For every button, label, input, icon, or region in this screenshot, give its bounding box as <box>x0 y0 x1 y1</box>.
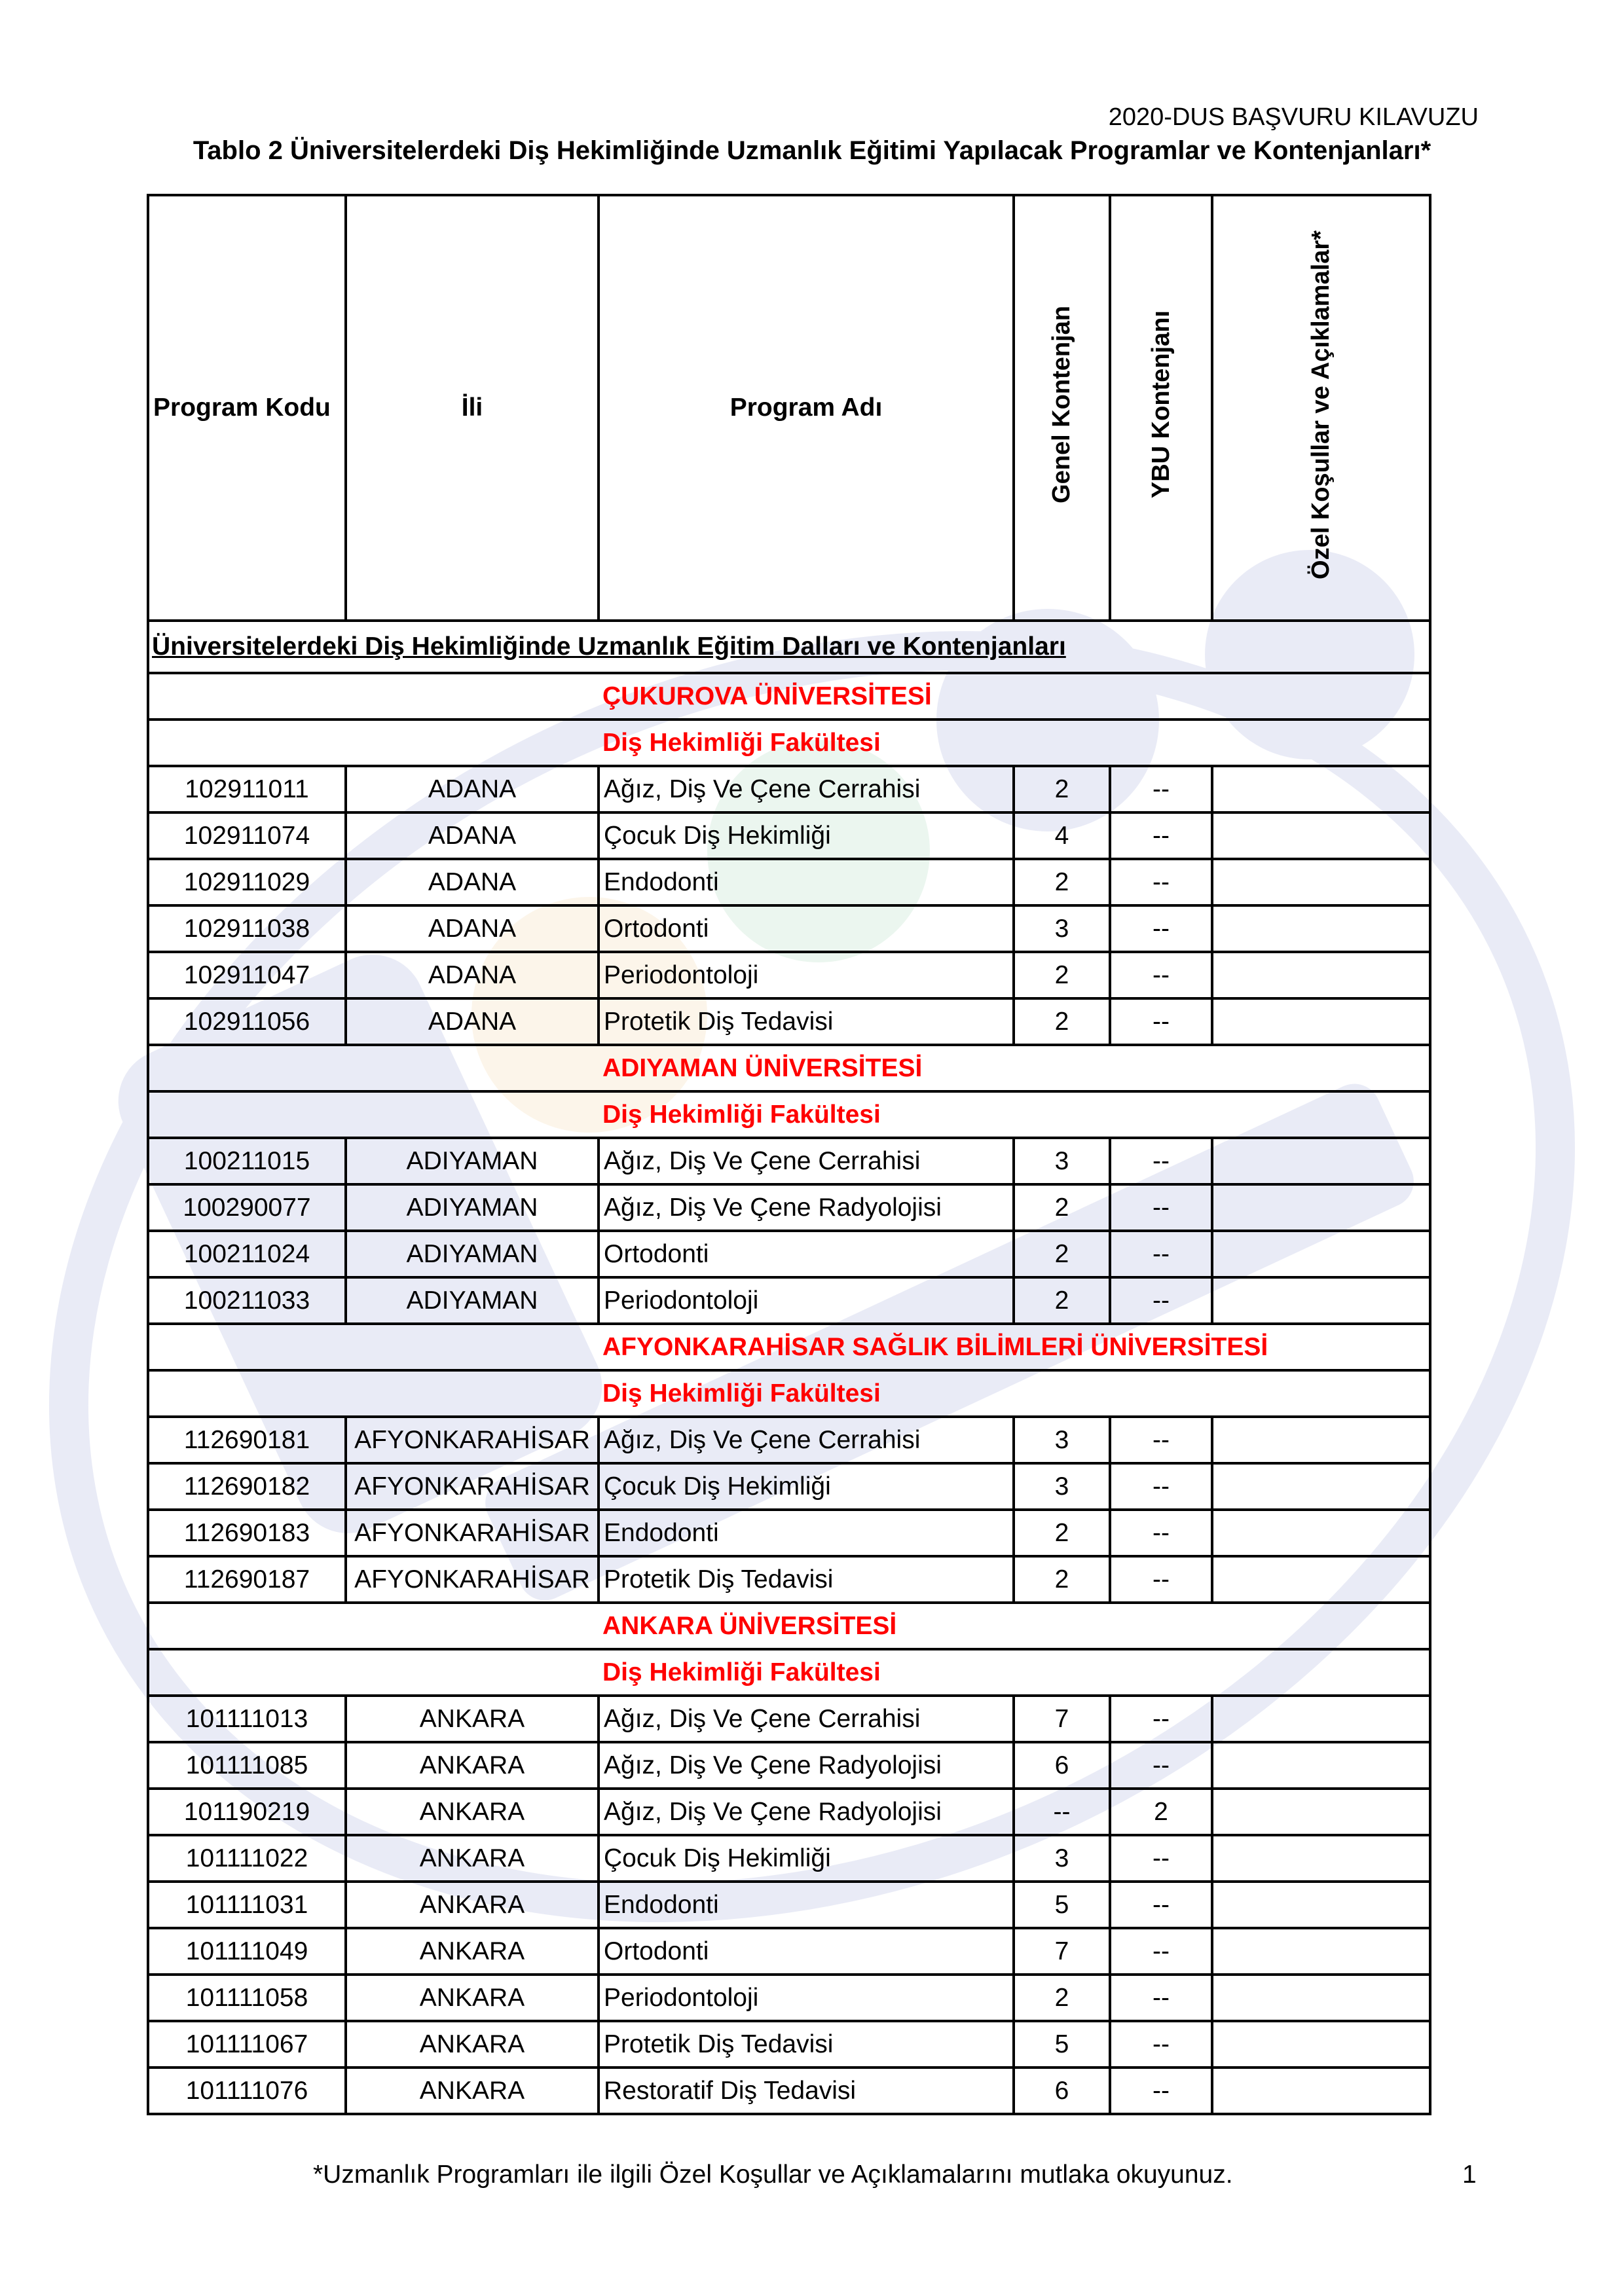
program-code: 102911047 <box>148 952 346 998</box>
program-name: Protetik Diş Tedavisi <box>599 2021 1014 2068</box>
program-name: Ağız, Diş Ve Çene Cerrahisi <box>599 1696 1014 1742</box>
university-row <box>148 1045 1430 1091</box>
ybu-quota: -- <box>1110 1742 1212 1789</box>
table-header-row <box>148 195 1430 621</box>
program-name: Çocuk Diş Hekimliği <box>599 812 1014 859</box>
program-code: 112690182 <box>148 1463 346 1510</box>
footer-note: *Uzmanlık Programları ile ilgili Özel Koşullar ve Açıklamalarını mutlaka okuyunuz. <box>313 2160 1233 2189</box>
university-row <box>148 1324 1430 1370</box>
special-conditions <box>1212 1510 1430 1556</box>
general-quota: 2 <box>1014 766 1110 812</box>
column-header-ybu-label: YBU Kontenjanı <box>1147 310 1175 499</box>
program-city: ANKARA <box>346 1975 599 2021</box>
column-header-city: İli <box>346 195 599 621</box>
table-row <box>148 998 1430 1045</box>
program-name: Protetik Diş Tedavisi <box>599 998 1014 1045</box>
program-code: 102911074 <box>148 812 346 859</box>
program-city: AFYONKARAHİSAR <box>346 1417 599 1463</box>
faculty-blank-cell <box>148 720 599 766</box>
program-city: AFYONKARAHİSAR <box>346 1556 599 1603</box>
general-quota: 5 <box>1014 2021 1110 2068</box>
table-title: Tablo 2 Üniversitelerdeki Diş Hekimliğinde Uzmanlık Eğitimi Yapılacak Programlar ve Kontenjanları* <box>193 136 1431 165</box>
special-conditions <box>1212 1556 1430 1603</box>
program-name: Ortodonti <box>599 1928 1014 1975</box>
program-code: 101111058 <box>148 1975 346 2021</box>
program-name: Ağız, Diş Ve Çene Cerrahisi <box>599 1417 1014 1463</box>
university-blank-cell <box>148 1603 599 1649</box>
table-row <box>148 1510 1430 1556</box>
program-name: Ağız, Diş Ve Çene Cerrahisi <box>599 766 1014 812</box>
ybu-quota: -- <box>1110 2021 1212 2068</box>
column-header-ybu <box>1110 195 1212 621</box>
ybu-quota: -- <box>1110 905 1212 952</box>
ybu-quota: -- <box>1110 1510 1212 1556</box>
special-conditions <box>1212 905 1430 952</box>
column-header-general-label: Genel Kontenjan <box>1048 306 1075 503</box>
special-conditions <box>1212 812 1430 859</box>
special-conditions <box>1212 1277 1430 1324</box>
table-row <box>148 2068 1430 2114</box>
column-header-code: Program Kodu <box>148 195 346 621</box>
program-code: 101111049 <box>148 1928 346 1975</box>
ybu-quota: -- <box>1110 1696 1212 1742</box>
table-row <box>148 1556 1430 1603</box>
ybu-quota: -- <box>1110 1184 1212 1231</box>
table-row <box>148 1417 1430 1463</box>
table-row <box>148 1975 1430 2021</box>
ybu-quota: -- <box>1110 1138 1212 1184</box>
program-name: Endodonti <box>599 1882 1014 1928</box>
table-row <box>148 1277 1430 1324</box>
special-conditions <box>1212 1184 1430 1231</box>
program-code: 100211033 <box>148 1277 346 1324</box>
program-code: 101111031 <box>148 1882 346 1928</box>
program-city: ADANA <box>346 952 599 998</box>
program-city: ADIYAMAN <box>346 1231 599 1277</box>
program-code: 112690181 <box>148 1417 346 1463</box>
special-conditions <box>1212 1789 1430 1835</box>
table-row <box>148 1463 1430 1510</box>
special-conditions <box>1212 1463 1430 1510</box>
table-row <box>148 1696 1430 1742</box>
table-row <box>148 1789 1430 1835</box>
program-city: ADIYAMAN <box>346 1138 599 1184</box>
table-row <box>148 812 1430 859</box>
table-row <box>148 1231 1430 1277</box>
general-quota: 3 <box>1014 1417 1110 1463</box>
program-name: Endodonti <box>599 1510 1014 1556</box>
program-name: Periodontoloji <box>599 1277 1014 1324</box>
special-conditions <box>1212 766 1430 812</box>
column-header-program: Program Adı <box>599 195 1014 621</box>
table-row <box>148 1835 1430 1882</box>
page-number: 1 <box>1462 2160 1477 2189</box>
program-code: 102911038 <box>148 905 346 952</box>
program-city: ADANA <box>346 998 599 1045</box>
program-city: ANKARA <box>346 1928 599 1975</box>
ybu-quota: -- <box>1110 766 1212 812</box>
program-city: ADANA <box>346 859 599 905</box>
ybu-quota: -- <box>1110 1835 1212 1882</box>
program-name: Çocuk Diş Hekimliği <box>599 1463 1014 1510</box>
general-quota: 2 <box>1014 859 1110 905</box>
program-city: AFYONKARAHİSAR <box>346 1463 599 1510</box>
program-name: Periodontoloji <box>599 952 1014 998</box>
program-code: 101111067 <box>148 2021 346 2068</box>
section-title-row <box>148 621 1430 673</box>
table-row <box>148 1138 1430 1184</box>
table-row <box>148 2021 1430 2068</box>
program-code: 100211024 <box>148 1231 346 1277</box>
table-row <box>148 766 1430 812</box>
program-city: ADIYAMAN <box>346 1184 599 1231</box>
program-name: Ağız, Diş Ve Çene Radyolojisi <box>599 1742 1014 1789</box>
program-name: Çocuk Diş Hekimliği <box>599 1835 1014 1882</box>
program-city: ANKARA <box>346 1882 599 1928</box>
university-name: ANKARA ÜNİVERSİTESİ <box>599 1603 1430 1649</box>
special-conditions <box>1212 1975 1430 2021</box>
general-quota: 3 <box>1014 1463 1110 1510</box>
faculty-name: Diş Hekimliği Fakültesi <box>599 1091 1430 1138</box>
faculty-name: Diş Hekimliği Fakültesi <box>599 720 1430 766</box>
faculty-row <box>148 1370 1430 1417</box>
program-name: Protetik Diş Tedavisi <box>599 1556 1014 1603</box>
program-city: ADANA <box>346 812 599 859</box>
program-code: 101111013 <box>148 1696 346 1742</box>
faculty-name: Diş Hekimliği Fakültesi <box>599 1649 1430 1696</box>
table-row <box>148 859 1430 905</box>
general-quota: 2 <box>1014 998 1110 1045</box>
special-conditions <box>1212 952 1430 998</box>
program-code: 101111022 <box>148 1835 346 1882</box>
general-quota: 2 <box>1014 1975 1110 2021</box>
faculty-blank-cell <box>148 1091 599 1138</box>
ybu-quota: -- <box>1110 1975 1212 2021</box>
general-quota: 3 <box>1014 1138 1110 1184</box>
table-row <box>148 1928 1430 1975</box>
table-row <box>148 1184 1430 1231</box>
faculty-row <box>148 1091 1430 1138</box>
ybu-quota: 2 <box>1110 1789 1212 1835</box>
program-city: ANKARA <box>346 2021 599 2068</box>
special-conditions <box>1212 1231 1430 1277</box>
general-quota: 2 <box>1014 1510 1110 1556</box>
document-header: 2020-DUS BAŞVURU KILAVUZU <box>1108 103 1479 131</box>
faculty-row <box>148 720 1430 766</box>
program-city: ANKARA <box>346 1789 599 1835</box>
ybu-quota: -- <box>1110 998 1212 1045</box>
general-quota: -- <box>1014 1789 1110 1835</box>
ybu-quota: -- <box>1110 1417 1212 1463</box>
general-quota: 2 <box>1014 1184 1110 1231</box>
column-header-special <box>1212 195 1430 621</box>
special-conditions <box>1212 1835 1430 1882</box>
program-name: Ortodonti <box>599 905 1014 952</box>
section-title: Üniversitelerdeki Diş Hekimliğinde Uzmanlık Eğitim Dalları ve Kontenjanları <box>148 621 1430 673</box>
faculty-blank-cell <box>148 1370 599 1417</box>
ybu-quota: -- <box>1110 1463 1212 1510</box>
special-conditions <box>1212 1696 1430 1742</box>
program-city: ANKARA <box>346 2068 599 2114</box>
column-header-special-label: Özel Koşullar ve Açıklamalar* <box>1307 230 1335 579</box>
special-conditions <box>1212 2068 1430 2114</box>
faculty-blank-cell <box>148 1649 599 1696</box>
program-code: 102911056 <box>148 998 346 1045</box>
ybu-quota: -- <box>1110 1928 1212 1975</box>
program-city: ADIYAMAN <box>346 1277 599 1324</box>
table-row <box>148 905 1430 952</box>
ybu-quota: -- <box>1110 1556 1212 1603</box>
program-city: ANKARA <box>346 1742 599 1789</box>
program-code: 101111076 <box>148 2068 346 2114</box>
program-code: 102911029 <box>148 859 346 905</box>
general-quota: 3 <box>1014 905 1110 952</box>
ybu-quota: -- <box>1110 952 1212 998</box>
general-quota: 2 <box>1014 1556 1110 1603</box>
program-name: Periodontoloji <box>599 1975 1014 2021</box>
program-code: 112690187 <box>148 1556 346 1603</box>
program-table <box>147 194 1431 2115</box>
special-conditions <box>1212 1138 1430 1184</box>
special-conditions <box>1212 998 1430 1045</box>
special-conditions <box>1212 2021 1430 2068</box>
program-city: ANKARA <box>346 1696 599 1742</box>
program-code: 102911011 <box>148 766 346 812</box>
program-code: 112690183 <box>148 1510 346 1556</box>
university-name: ÇUKUROVA ÜNİVERSİTESİ <box>599 673 1430 720</box>
program-name: Ağız, Diş Ve Çene Radyolojisi <box>599 1789 1014 1835</box>
program-code: 101190219 <box>148 1789 346 1835</box>
faculty-row <box>148 1649 1430 1696</box>
program-name: Ortodonti <box>599 1231 1014 1277</box>
special-conditions <box>1212 1882 1430 1928</box>
general-quota: 7 <box>1014 1928 1110 1975</box>
program-name: Ağız, Diş Ve Çene Cerrahisi <box>599 1138 1014 1184</box>
faculty-name: Diş Hekimliği Fakültesi <box>599 1370 1430 1417</box>
ybu-quota: -- <box>1110 859 1212 905</box>
general-quota: 4 <box>1014 812 1110 859</box>
university-blank-cell <box>148 673 599 720</box>
special-conditions <box>1212 859 1430 905</box>
general-quota: 7 <box>1014 1696 1110 1742</box>
general-quota: 2 <box>1014 1231 1110 1277</box>
ybu-quota: -- <box>1110 812 1212 859</box>
special-conditions <box>1212 1742 1430 1789</box>
university-name: AFYONKARAHİSAR SAĞLIK BİLİMLERİ ÜNİVERSİTESİ <box>599 1324 1430 1370</box>
university-row <box>148 1603 1430 1649</box>
program-name: Ağız, Diş Ve Çene Radyolojisi <box>599 1184 1014 1231</box>
program-city: AFYONKARAHİSAR <box>346 1510 599 1556</box>
ybu-quota: -- <box>1110 1882 1212 1928</box>
university-blank-cell <box>148 1324 599 1370</box>
program-city: ADANA <box>346 766 599 812</box>
table-row <box>148 952 1430 998</box>
university-blank-cell <box>148 1045 599 1091</box>
program-city: ANKARA <box>346 1835 599 1882</box>
program-name: Restoratif Diş Tedavisi <box>599 2068 1014 2114</box>
special-conditions <box>1212 1417 1430 1463</box>
general-quota: 6 <box>1014 2068 1110 2114</box>
program-code: 100290077 <box>148 1184 346 1231</box>
ybu-quota: -- <box>1110 1231 1212 1277</box>
general-quota: 2 <box>1014 1277 1110 1324</box>
ybu-quota: -- <box>1110 2068 1212 2114</box>
column-header-general <box>1014 195 1110 621</box>
university-name: ADIYAMAN ÜNİVERSİTESİ <box>599 1045 1430 1091</box>
table-row <box>148 1882 1430 1928</box>
university-row <box>148 673 1430 720</box>
program-name: Endodonti <box>599 859 1014 905</box>
special-conditions <box>1212 1928 1430 1975</box>
ybu-quota: -- <box>1110 1277 1212 1324</box>
general-quota: 2 <box>1014 952 1110 998</box>
general-quota: 3 <box>1014 1835 1110 1882</box>
general-quota: 5 <box>1014 1882 1110 1928</box>
table-row <box>148 1742 1430 1789</box>
general-quota: 6 <box>1014 1742 1110 1789</box>
program-code: 100211015 <box>148 1138 346 1184</box>
program-city: ADANA <box>346 905 599 952</box>
program-code: 101111085 <box>148 1742 346 1789</box>
